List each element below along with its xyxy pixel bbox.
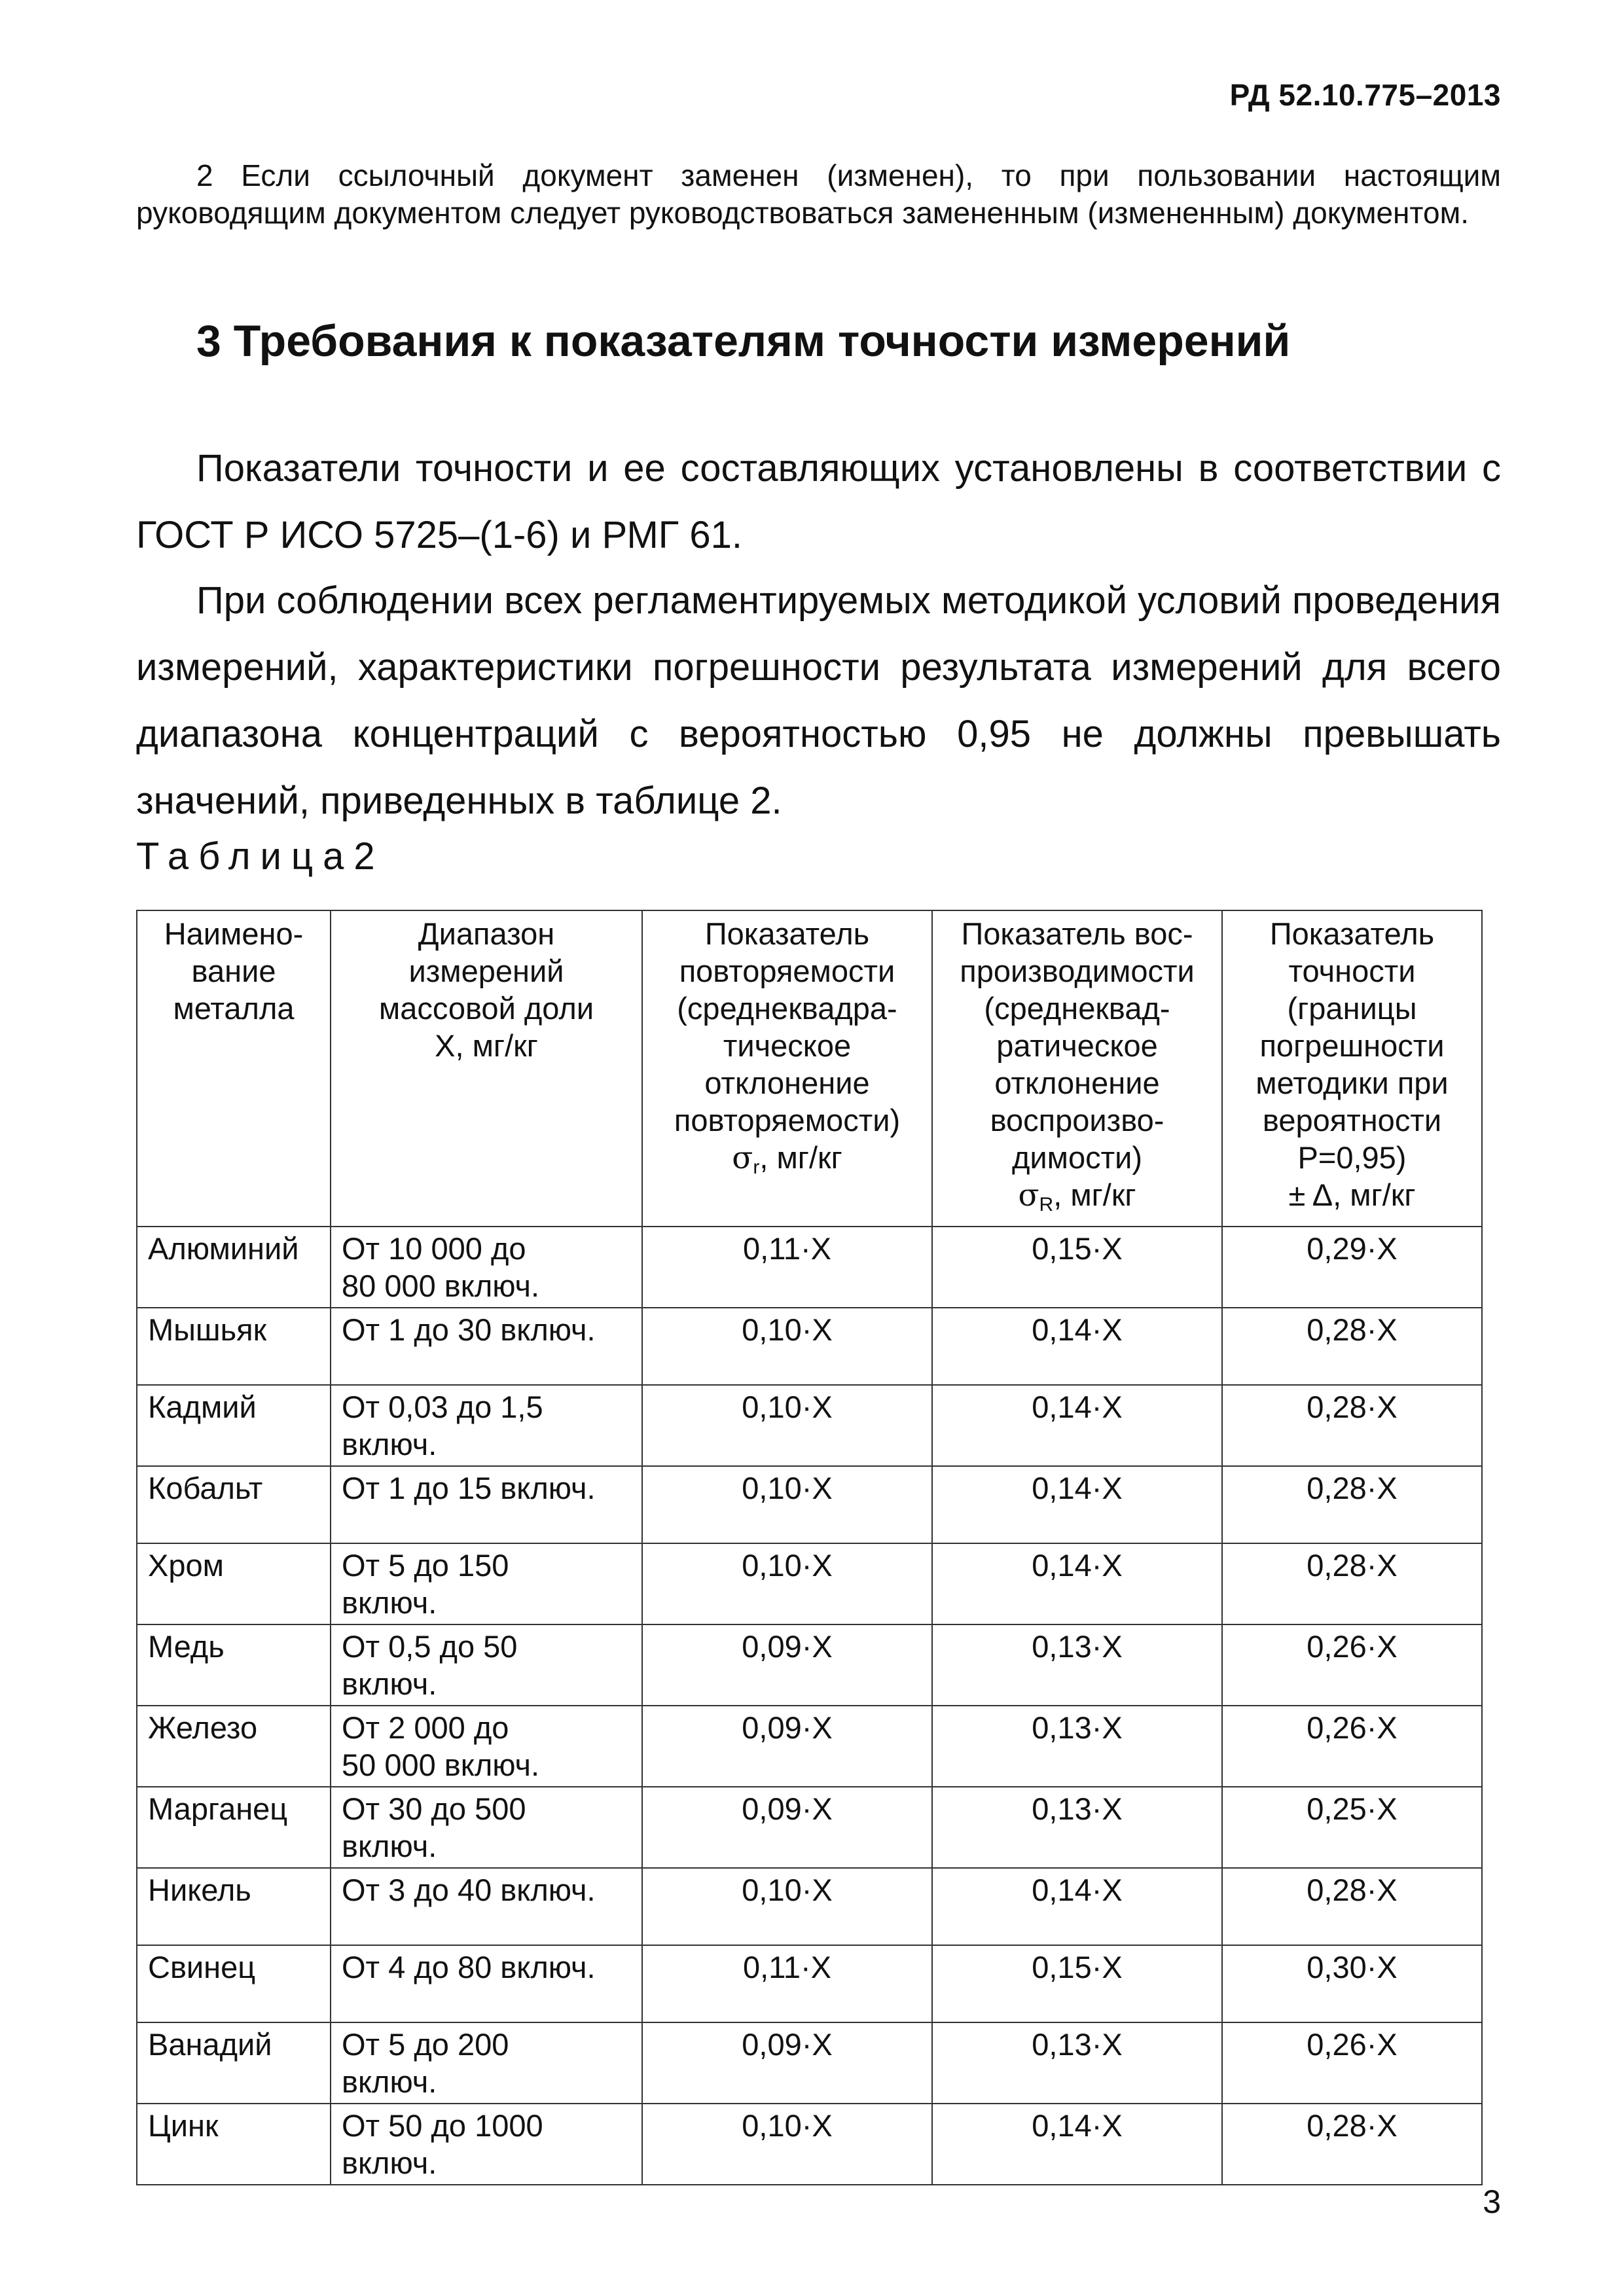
- unit-label: , мг/кг: [759, 1140, 842, 1175]
- header-line: Диапазон: [418, 916, 555, 951]
- range-line: включ.: [342, 2064, 437, 2099]
- range-line: От 1 до 15 включ.: [342, 1471, 596, 1505]
- symbol-subscript: r: [753, 1157, 760, 1178]
- range-line: От 10 000 до: [342, 1231, 526, 1266]
- cell-reproducibility: 0,14·Х: [932, 2104, 1222, 2185]
- cell-range: [331, 1868, 642, 1945]
- cell-range: [331, 1227, 642, 1308]
- range-line: 80 000 включ.: [342, 1268, 540, 1303]
- header-symbol-line: ± Δ, мг/кг: [1288, 1177, 1416, 1212]
- header-line: отклонение: [994, 1066, 1160, 1100]
- header-line: металла: [173, 991, 295, 1026]
- symbol-subscript: R: [1039, 1194, 1054, 1215]
- cell-metal: Мышьяк: [137, 1308, 331, 1385]
- header-line: Х, мг/кг: [435, 1028, 538, 1063]
- cell-repeatability: 0,10·Х: [642, 1385, 932, 1466]
- sigma-symbol: σ: [732, 1140, 753, 1176]
- header-line: Показатель: [704, 916, 870, 951]
- range-line: включ.: [342, 1666, 437, 1701]
- header-accuracy: [1222, 910, 1482, 1227]
- cell-repeatability: 0,11·Х: [642, 1945, 932, 2022]
- range-line: От 3 до 40 включ.: [342, 1873, 596, 1907]
- cell-reproducibility: 0,13·Х: [932, 2022, 1222, 2104]
- cell-range: [331, 1945, 642, 2022]
- table-row: [137, 1945, 1482, 2022]
- table-row: [137, 1385, 1482, 1466]
- cell-metal: Цинк: [137, 2104, 331, 2185]
- cell-reproducibility: 0,14·Х: [932, 1385, 1222, 1466]
- header-line: Показатель: [1269, 916, 1435, 951]
- reference-note: 2 Если ссылочный документ заменен (изменен), то при пользовании настоящим руководящим документом следует руководствоваться замененным (измененным) документом.: [136, 158, 1501, 230]
- header-line: (среднеквад-: [984, 991, 1170, 1026]
- header-line: повторяемости): [674, 1103, 901, 1138]
- cell-repeatability: 0,09·Х: [642, 2022, 932, 2104]
- header-line: Показатель вос-: [961, 916, 1193, 951]
- cell-repeatability: 0,10·Х: [642, 2104, 932, 2185]
- cell-accuracy: 0,28·Х: [1222, 1385, 1482, 1466]
- cell-reproducibility: 0,14·Х: [932, 1466, 1222, 1543]
- cell-reproducibility: 0,14·Х: [932, 1543, 1222, 1624]
- table-row: [137, 1227, 1482, 1308]
- cell-accuracy: 0,29·Х: [1222, 1227, 1482, 1308]
- cell-range: [331, 1543, 642, 1624]
- cell-reproducibility: 0,15·Х: [932, 1227, 1222, 1308]
- cell-metal: Марганец: [137, 1787, 331, 1868]
- cell-repeatability: 0,09·Х: [642, 1706, 932, 1787]
- cell-range: [331, 1787, 642, 1868]
- header-line: вание: [191, 954, 276, 988]
- header-metal: [137, 910, 331, 1227]
- cell-range: [331, 1706, 642, 1787]
- range-line: От 30 до 500: [342, 1791, 526, 1826]
- range-line: включ.: [342, 1427, 437, 1462]
- cell-accuracy: 0,28·Х: [1222, 2104, 1482, 2185]
- table-row: [137, 1466, 1482, 1543]
- range-line: 50 000 включ.: [342, 1748, 540, 1782]
- cell-accuracy: 0,28·Х: [1222, 1543, 1482, 1624]
- cell-repeatability: 0,10·Х: [642, 1868, 932, 1945]
- header-line: (границы: [1287, 991, 1417, 1026]
- header-line: вероятности: [1262, 1103, 1442, 1138]
- cell-repeatability: 0,10·Х: [642, 1543, 932, 1624]
- cell-repeatability: 0,10·Х: [642, 1308, 932, 1385]
- table-row: [137, 1706, 1482, 1787]
- paragraph-conditions: При соблюдении всех регламентируемых методикой условий проведения измерений, характеристики погрешности результата измерений для всего диапазона концентраций с вероятностью 0,95 не должны превышать значений, приведенных в таблице 2.: [136, 579, 1501, 822]
- cell-metal: Медь: [137, 1624, 331, 1706]
- header-line: отклонение: [704, 1066, 870, 1100]
- header-repeatability: [642, 910, 932, 1227]
- header-reproducibility: [932, 910, 1222, 1227]
- header-line: Р=0,95): [1297, 1140, 1407, 1175]
- cell-repeatability: 0,09·Х: [642, 1624, 932, 1706]
- header-line: массовой доли: [378, 991, 594, 1026]
- range-line: включ.: [342, 2145, 437, 2180]
- table-row: [137, 1624, 1482, 1706]
- header-range: [331, 910, 642, 1227]
- cell-reproducibility: 0,13·Х: [932, 1624, 1222, 1706]
- cell-reproducibility: 0,13·Х: [932, 1706, 1222, 1787]
- cell-metal: Кадмий: [137, 1385, 331, 1466]
- range-line: От 2 000 до: [342, 1710, 509, 1745]
- range-line: От 4 до 80 включ.: [342, 1950, 596, 1984]
- cell-metal: Свинец: [137, 1945, 331, 2022]
- cell-reproducibility: 0,13·Х: [932, 1787, 1222, 1868]
- range-line: От 1 до 30 включ.: [342, 1312, 596, 1347]
- header-line: димости): [1011, 1140, 1143, 1175]
- page-number: 3: [1483, 2183, 1501, 2220]
- cell-accuracy: 0,28·Х: [1222, 1466, 1482, 1543]
- range-line: От 5 до 150: [342, 1548, 509, 1583]
- table-header-row: [137, 910, 1482, 1227]
- cell-range: [331, 2104, 642, 2185]
- cell-repeatability: 0,09·Х: [642, 1787, 932, 1868]
- cell-metal: Ванадий: [137, 2022, 331, 2104]
- table-body: [137, 1227, 1482, 2185]
- cell-accuracy: 0,26·Х: [1222, 1706, 1482, 1787]
- cell-accuracy: 0,28·Х: [1222, 1308, 1482, 1385]
- header-line: производимости: [960, 954, 1195, 988]
- unit-label: , мг/кг: [1053, 1177, 1136, 1212]
- cell-range: [331, 1624, 642, 1706]
- document-code: РД 52.10.775–2013: [1229, 78, 1501, 112]
- section-heading: 3 Требования к показателям точности измерений: [196, 316, 1291, 366]
- cell-reproducibility: 0,14·Х: [932, 1868, 1222, 1945]
- header-line: тическое: [723, 1028, 852, 1063]
- range-line: От 0,5 до 50: [342, 1629, 518, 1664]
- cell-accuracy: 0,26·Х: [1222, 2022, 1482, 2104]
- table-row: [137, 1543, 1482, 1624]
- cell-range: [331, 1466, 642, 1543]
- cell-repeatability: 0,10·Х: [642, 1466, 932, 1543]
- cell-repeatability: 0,11·Х: [642, 1227, 932, 1308]
- range-line: От 50 до 1000: [342, 2108, 543, 2143]
- cell-range: [331, 2022, 642, 2104]
- table-row: [137, 1787, 1482, 1868]
- table-row: [137, 1868, 1482, 1945]
- cell-metal: Кобальт: [137, 1466, 331, 1543]
- header-line: Наимено-: [164, 916, 304, 951]
- cell-reproducibility: 0,15·Х: [932, 1945, 1222, 2022]
- header-line: измерений: [408, 954, 564, 988]
- table-row: [137, 1308, 1482, 1385]
- cell-metal: Никель: [137, 1868, 331, 1945]
- cell-metal: Алюминий: [137, 1227, 331, 1308]
- cell-reproducibility: 0,14·Х: [932, 1308, 1222, 1385]
- header-line: методики при: [1255, 1066, 1449, 1100]
- table-caption: Таблица2: [136, 835, 385, 878]
- sigma-symbol: σ: [1018, 1177, 1039, 1213]
- cell-metal: Хром: [137, 1543, 331, 1624]
- header-symbol-line: [653, 1139, 921, 1186]
- range-line: От 5 до 200: [342, 2027, 509, 2062]
- header-line: ратическое: [996, 1028, 1158, 1063]
- cell-accuracy: 0,30·Х: [1222, 1945, 1482, 2022]
- cell-accuracy: 0,25·Х: [1222, 1787, 1482, 1868]
- range-line: включ.: [342, 1829, 437, 1863]
- header-line: воспроизво-: [990, 1103, 1164, 1138]
- cell-accuracy: 0,26·Х: [1222, 1624, 1482, 1706]
- accuracy-table: [136, 910, 1483, 2185]
- range-line: От 0,03 до 1,5: [342, 1390, 543, 1424]
- cell-metal: Железо: [137, 1706, 331, 1787]
- header-line: (среднеквадра-: [677, 991, 897, 1026]
- range-line: включ.: [342, 1585, 437, 1620]
- paragraph-standards: Показатели точности и ее составляющих установлены в соответствии с ГОСТ Р ИСО 5725–(1-6) и РМГ 61.: [136, 447, 1501, 556]
- header-line: погрешности: [1259, 1028, 1445, 1063]
- header-line: точности: [1288, 954, 1416, 988]
- table-row: [137, 2022, 1482, 2104]
- cell-accuracy: 0,28·Х: [1222, 1868, 1482, 1945]
- header-line: повторяемости: [679, 954, 895, 988]
- cell-range: [331, 1308, 642, 1385]
- cell-range: [331, 1385, 642, 1466]
- table-row: [137, 2104, 1482, 2185]
- header-symbol-line: [943, 1176, 1211, 1223]
